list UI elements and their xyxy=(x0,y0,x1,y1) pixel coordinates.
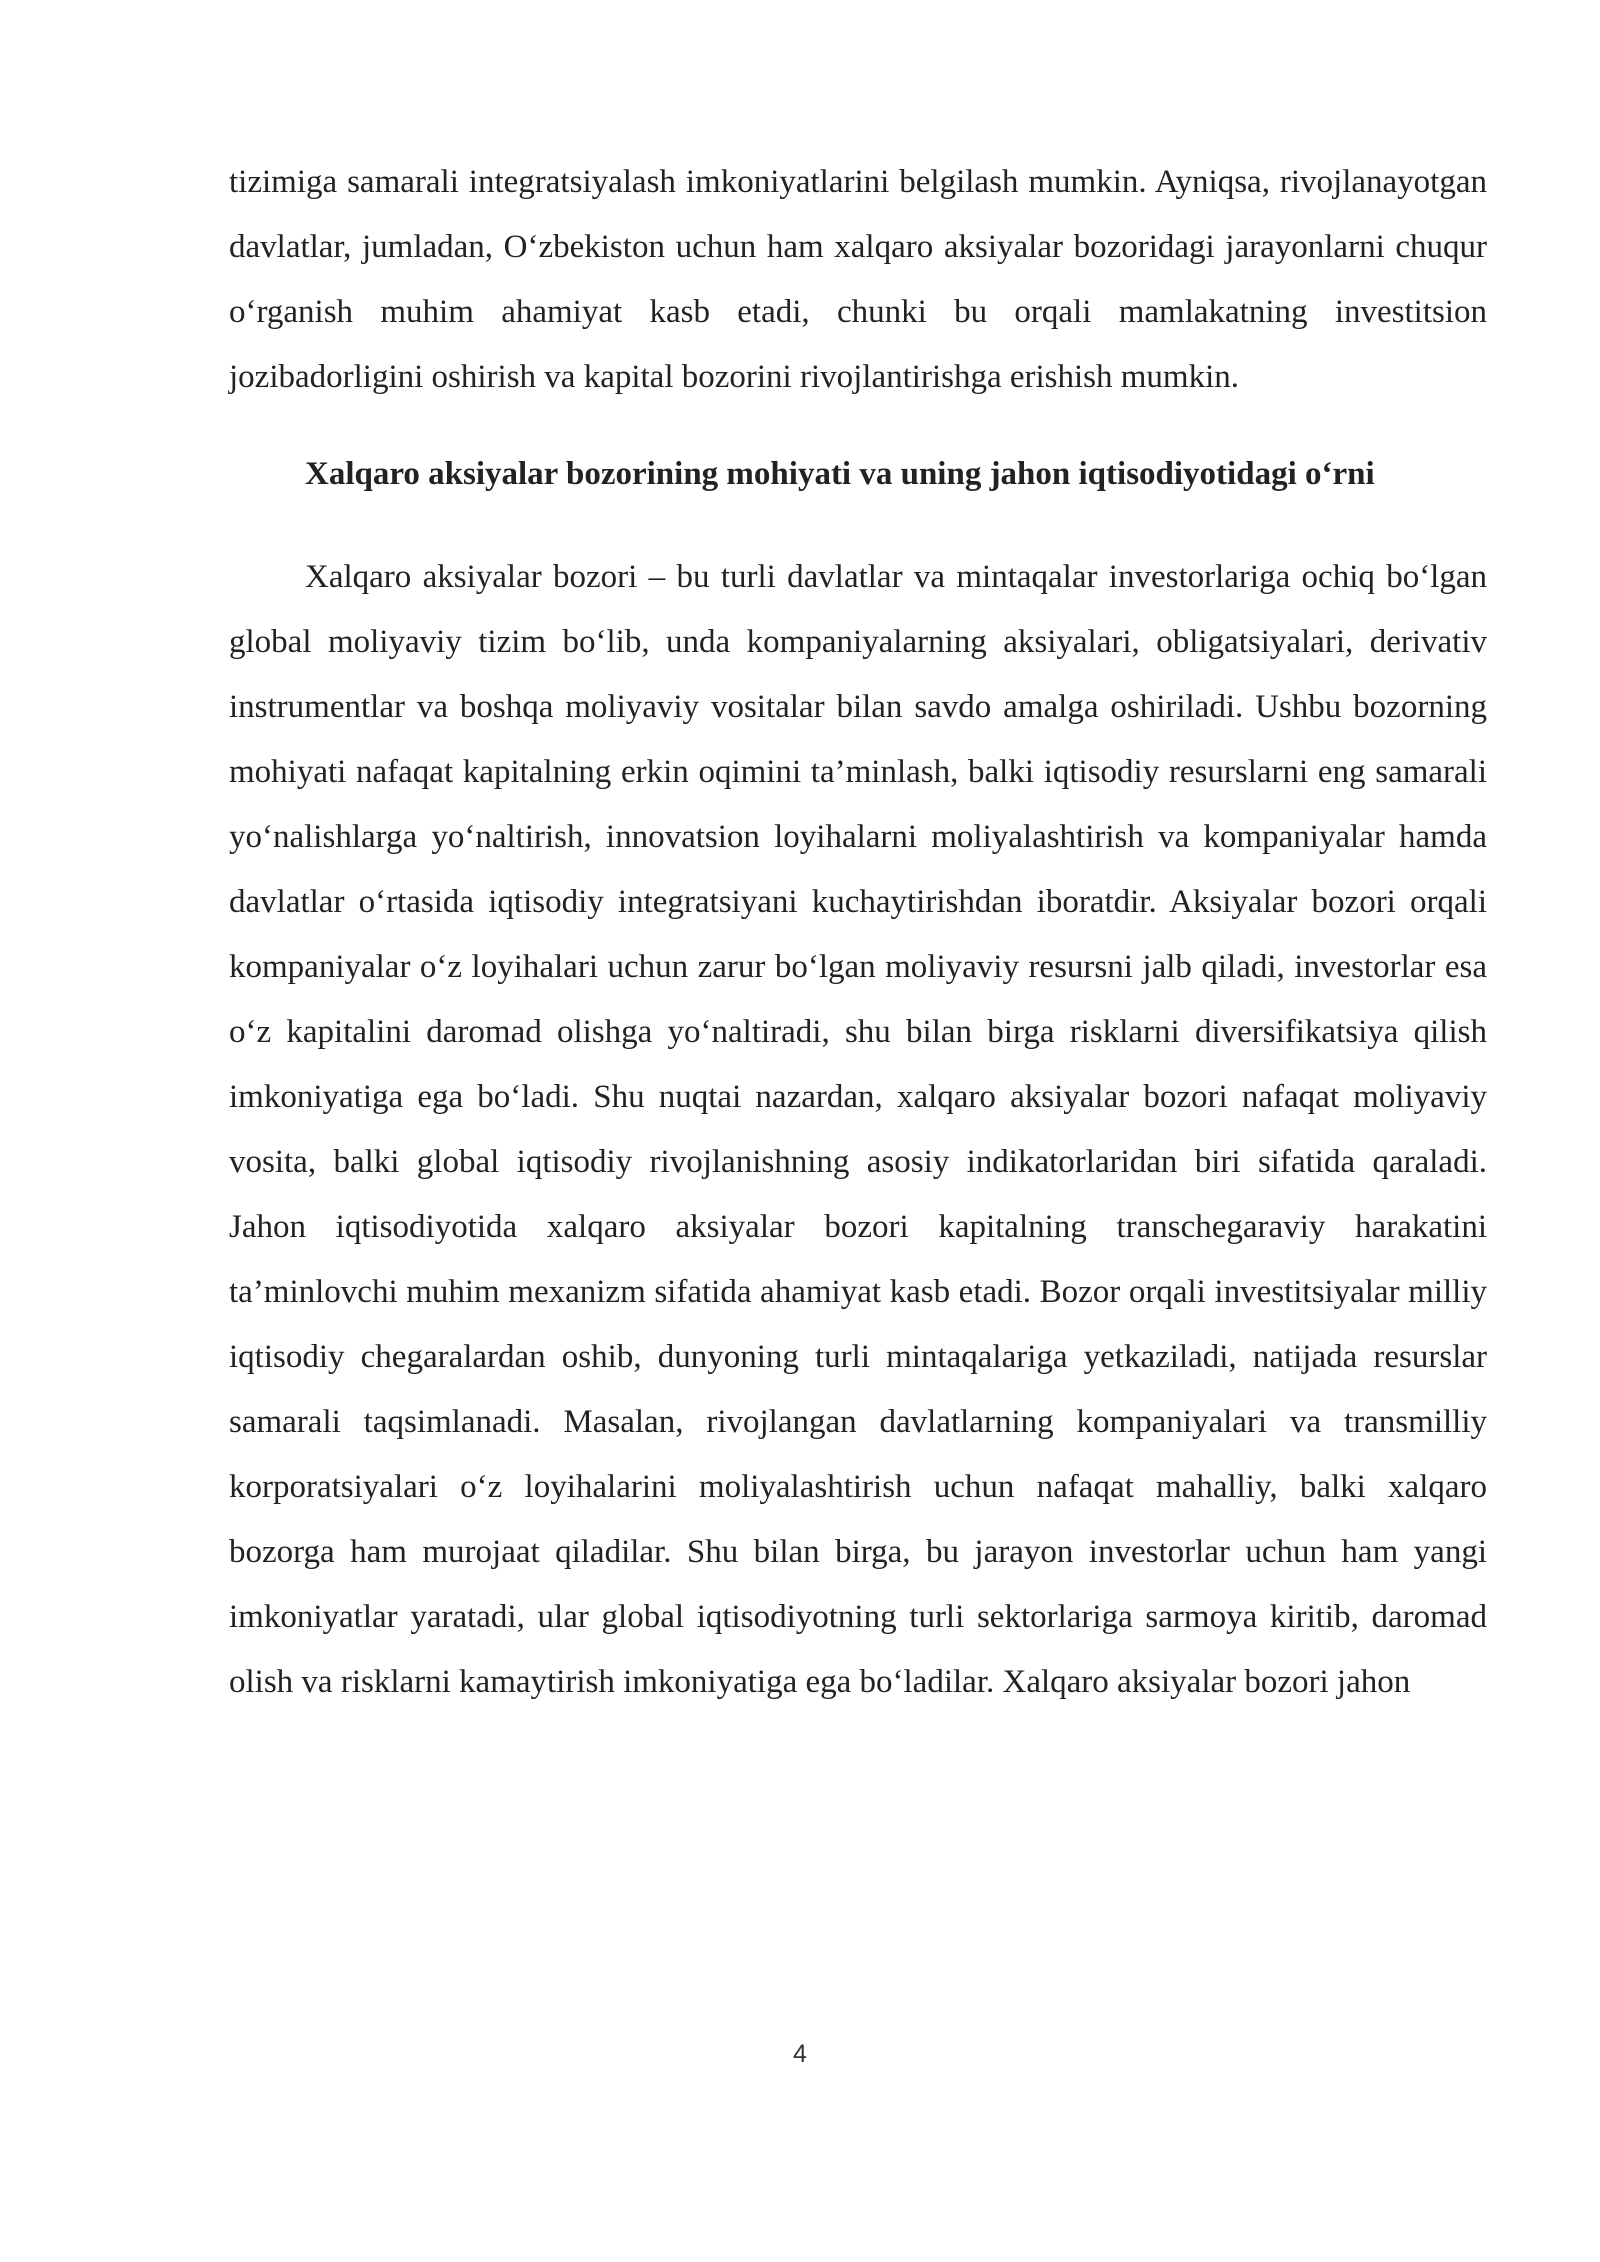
continuation-paragraph: tizimiga samarali integratsiyalash imkoniyatlarini belgilash mumkin. Ayniqsa, rivojlanayotgan davlatlar, jumladan, O‘zbekiston uchun ham xalqaro aksiyalar bozoridagi jarayonlarni chuqur o‘rganish muhim ahamiyat kasb etadi, chunki bu orqali mamlakatning investitsion jozibadorligini oshirish va kapital bozorini rivojlantirishga erishish mumkin. xyxy=(229,164,1487,395)
page-number: 4 xyxy=(793,2040,807,2068)
section-heading: Xalqaro aksiyalar bozorining mohiyati va uning jahon iqtisodiyotidagi o‘rni xyxy=(305,456,1375,492)
body-paragraph: Xalqaro aksiyalar bozori – bu turli davlatlar va mintaqalar investorlariga ochiq bo‘lgan global moliyaviy tizim bo‘lib, unda kompaniyalarning aksiyalari, obligatsiyalari, derivativ instrumentlar va boshqa moliyaviy vositalar bilan savdo amalga oshiriladi. Ushbu bozorning mohiyati nafaqat kapitalning erkin oqimini ta’minlash, balki iqtisodiy resurslarni eng samarali yo‘nalishlarga yo‘naltirish, innovatsion loyihalarni moliyalashtirish va kompaniyalar hamda davlatlar o‘rtasida iqtisodiy integratsiyani kuchaytirishdan iboratdir. Aksiyalar bozori orqali kompaniyalar o‘z loyihalari uchun zarur bo‘lgan moliyaviy resursni jalb qiladi, investorlar esa o‘z kapitalini daromad olishga yo‘naltiradi, shu bilan birga risklarni diversifikatsiya qilish imkoniyatiga ega bo‘ladi. Shu nuqtai nazardan, xalqaro aksiyalar bozori nafaqat moliyaviy vosita, balki global iqtisodiy rivojlanishning asosiy indikatorlaridan biri sifatida qaraladi. Jahon iqtisodiyotida xalqaro aksiyalar bozori kapitalning transchegaraviy harakatini ta’minlovchi muhim mexanizm sifatida ahamiyat kasb etadi. Bozor orqali investitsiyalar milliy iqtisodiy chegaralardan oshib, dunyoning turli mintaqalariga yetkaziladi, natijada resurslar samarali taqsimlanadi. Masalan, rivojlangan davlatlarning kompaniyalari va transmilliy korporatsiyalari o‘z loyihalarini moliyalashtirish uchun nafaqat mahalliy, balki xalqaro bozorga ham murojaat qiladilar. Shu bilan birga, bu jarayon investorlar uchun ham yangi imkoniyatlar yaratadi, ular global iqtisodiyotning turli sektorlariga sarmoya kiritib, daromad olish va risklarni kamaytirish imkoniyatiga ega bo‘ladilar. Xalqaro aksiyalar bozori jahon xyxy=(229,559,1487,1700)
page-content xyxy=(229,150,1487,1715)
